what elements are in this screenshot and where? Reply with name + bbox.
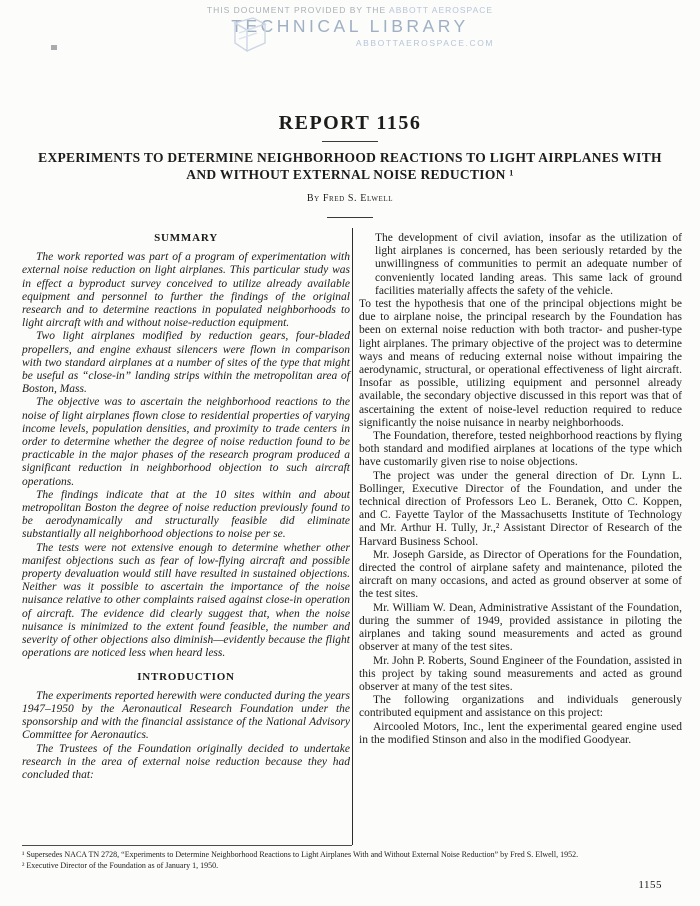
right-column — [359, 232, 682, 747]
body-paragraph: Mr. Joseph Garside, as Director of Operations for the Foundation, directed the control of airplane safety and maintenance, piloted the aircraft on many occasions, and acted as ground observer at some of the test sites. — [359, 548, 682, 601]
footnote-separator-rule — [22, 845, 352, 846]
summary-paragraph: The work reported was part of a program of experimentation with external noise reduction on light airplanes. This particular study was in effect a byproduct survey conceived to utilize already available equipment and personnel to further the findings of the original research and to determine reactions in populated neighborhoods to light aircraft with and without noise-reduction equipment. — [22, 251, 350, 330]
watermark-provider-prefix: THIS DOCUMENT PROVIDED BY THE — [206, 5, 387, 15]
report-number: REPORT 1156 — [278, 112, 422, 134]
summary-paragraph: The objective was to ascertain the neighborhood reactions to the noise of light airplanes flown close to residential properties of varying income levels, population densities, and proximity to trade centers in order to determine whether the degree of noise reduction found to be practicable in the major phases of the research program produced a significant reduction in neighborhood objection to such aircraft operations. — [22, 396, 350, 488]
introduction-paragraph: The experiments reported herewith were conducted during the years 1947–1950 by the Aeronautical Research Foundation under the sponsorship and with the financial assistance of the National Advisory Committee for Aeronautics. — [22, 689, 350, 742]
block-quote: The development of civil aviation, insofar as the utilization of light airplanes is concerned, has been seriously retarded by the unwillingness of communities to permit an adequate number of conveniently located landing areas. This same lack of ground facilities materially affects the safety of the vehicle. — [375, 232, 682, 297]
footnotes — [22, 850, 684, 871]
body-paragraph: Mr. William W. Dean, Administrative Assistant of the Foundation, during the summer of 1949, provided assistance in piloting the airplanes and taking sound measurements and acted as ground observer at many of the test sites. — [359, 601, 682, 654]
scan-artifact-mark — [51, 45, 57, 50]
page-number: 1155 — [638, 879, 662, 891]
body-paragraph: The project was under the general direction of Dr. Lynn L. Bollinger, Executive Director of the Foundation, and under the technical direction of Professors Leo L. Beranek, Otto C. Koppen, and C. Fayette Taylor of the Massachusetts Institute of Technology and Mr. Arthur H. Tully, Jr.,² Assistant Director of Research of the Harvard Business School. — [359, 469, 682, 548]
body-paragraph: To test the hypothesis that one of the principal objections might be due to airplane noise, the principal research by the Foundation has been on external noise reduction with both tractor- and pusher-type light airplanes. The primary objective of the project was to determine ways and means of reducing external noise without impairing the aerodynamic, structural, or operational effectiveness of light aircraft. Insofar as possible, utilizing equipment and personnel already available, the secondary objective discussed in this report was that of ascertaining the extent of noise-level reduction required to reduce significantly the noise nuisance in nearby neighborhoods. — [359, 298, 682, 429]
footnote: ¹ Supersedes NACA TN 2728, “Experiments to Determine Neighborhood Reactions to Light Airplanes With and Without External Noise Reduction” by Fred S. Elwell, 1952. — [22, 850, 579, 859]
technical-library-logo-icon — [227, 13, 269, 62]
body-paragraph: The Foundation, therefore, tested neighborhood reactions by flying both standard and modified airplanes at locations of the type which have customarily given rise to noise objections. — [359, 430, 682, 469]
report-number-divider — [322, 141, 378, 142]
left-column — [22, 232, 350, 782]
watermark-header — [0, 5, 700, 48]
watermark-library-title: TECHNICAL LIBRARY — [231, 16, 469, 36]
body-paragraph: The following organizations and individuals generously contributed equipment and assistance on this project: — [359, 694, 682, 720]
summary-heading: SUMMARY — [154, 232, 218, 244]
summary-paragraph: Two light airplanes modified by reduction gears, four-bladed propellers, and engine exhaust silencers were flown in comparison with two standard airplanes at a number of sites of the type that might be useful as “close-in” landing strips within the metropolitan area of Boston, Mass. — [22, 330, 350, 396]
introduction-paragraph: The Trustees of the Foundation originally decided to undertake research in the area of external noise reduction because they had concluded that: — [22, 742, 350, 781]
introduction-heading: INTRODUCTION — [137, 670, 235, 683]
byline-divider — [327, 217, 373, 218]
body-paragraph: Mr. John P. Roberts, Sound Engineer of the Foundation, assisted in this project by taking sound measurements and acted as ground observer at many of the test sites. — [359, 654, 682, 693]
watermark-brand: ABBOTT AEROSPACE — [389, 5, 494, 15]
footnote: ² Executive Director of the Foundation as of January 1, 1950. — [22, 860, 219, 870]
summary-paragraph: The findings indicate that at the 10 sites within and about metropolitan Boston the degree of noise reduction previously found to be aerodynamically and structurally feasible did eliminate substantially all neighborhood objections to noise per se. — [22, 488, 350, 541]
column-divider-rule — [352, 228, 353, 845]
summary-paragraph: The tests were not extensive enough to determine whether other manifest objections such as fear of low-flying aircraft and possible property devaluation would still have resulted in sustained objections. Neither was it possible to ascertain the importance of the noise nuisance relative to other complaints raised against close-in operation of aircraft. The evidence did clearly suggest that, when the noise nuisance is minimized to the extent found feasible, the number and severity of other objections also diminish—evidently because the flight operations are noticed less when heard less. — [22, 541, 350, 660]
document-title: EXPERIMENTS TO DETERMINE NEIGHBORHOOD REACTIONS TO LIGHT AIRPLANES WITH AND WITHOUT EXTERNAL NOISE REDUCTION ¹ — [38, 150, 662, 182]
watermark-domain: ABBOTTAEROSPACE.COM — [355, 38, 495, 48]
body-paragraph: Aircooled Motors, Inc., lent the experimental geared engine used in the modified Stinson and also in the modified Goodyear. — [359, 720, 682, 746]
watermark-provider-line — [0, 5, 700, 15]
author-byline: By Fred S. Elwell — [306, 193, 394, 204]
